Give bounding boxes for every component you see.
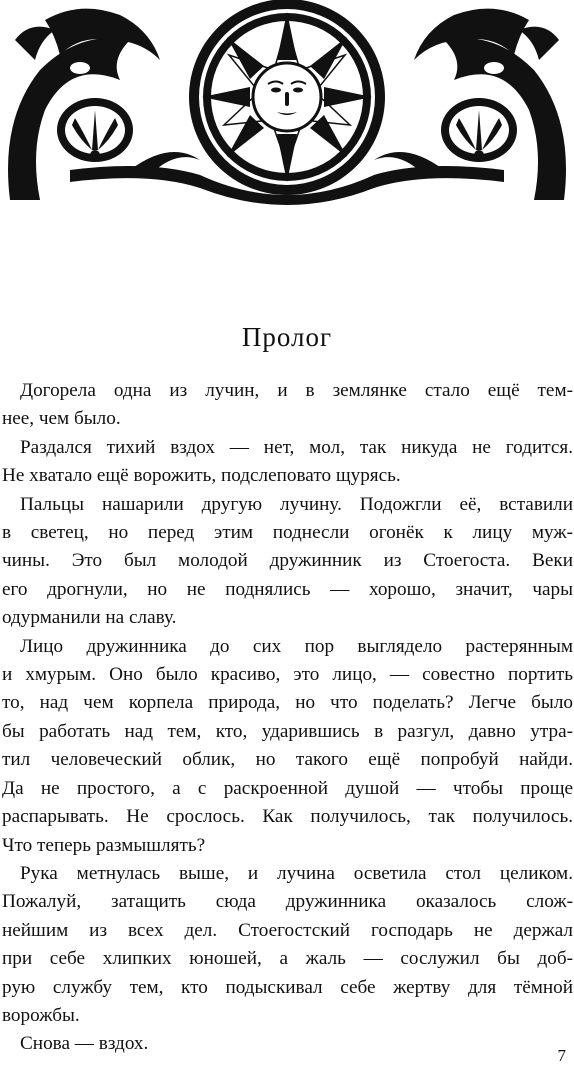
text-line: нее, чем было. [2,408,121,430]
text-line: чины. Это был молодой дружинник из Стоегоста. Веки [2,550,573,572]
text-line: одурманили на славу. [2,607,177,629]
text-line: его дрогнули, но не поднялись — хорошо, значит, чары [2,578,573,600]
text-line: бы работать над тем, кто, ударившись в разгул, давно утра- [2,720,573,742]
text-line: то, над чем корпела природа, но что поделать? Легче было [2,692,573,714]
text-line: при себе хлипких юношей, а жаль — сослужил бы доб- [2,948,573,970]
text-line: ворожбы. [2,1004,80,1026]
text-line: Догорела одна из лучин, и в землянке стало ещё тем- [20,380,573,401]
text-line: Что теперь размышлять? [2,834,206,856]
text-line: в светец, но перед этим поднесли огонёк к лицу муж- [2,522,573,544]
body-text [2,377,573,1059]
text-line: нейшим из всех дел. Стоегостский господарь не держал [2,919,573,941]
text-line: Раздался тихий вздох — нет, мол, так никуда не годится. [20,436,573,458]
text-line: Лицо дружинника до сих пор выглядело растерянным [20,635,573,657]
text-line: Пожалуй, затащить сюда дружинника оказалось слож- [2,891,573,913]
text-line: рую службу тем, кто подыскивал себе жертву для тёмной [2,976,573,998]
text-line: и хмурым. Оно было красиво, это лицо, — совестно портить [2,664,573,686]
page-number: 7 [557,1046,566,1065]
chapter-title: Пролог [241,322,333,352]
text-line: Снова — вздох. [20,1033,149,1055]
sun-face-ornament-icon [0,0,574,205]
text-line: Да не простого, а с раскроенной душой — чтобы проще [2,777,573,799]
text-line: Пальцы нашарили другую лучину. Подожгли её, вставили [20,493,573,515]
text-line: Не хватало ещё ворожить, подслеповато щурясь. [2,465,401,487]
text-line: Рука метнулась выше, и лучина осветила стол целиком. [20,862,573,884]
text-line: распарывать. Не срослось. Как получилось, так получилось. [2,806,573,828]
text-line: тил человеческий облик, но такого ещё попробуй найди. [2,749,573,771]
